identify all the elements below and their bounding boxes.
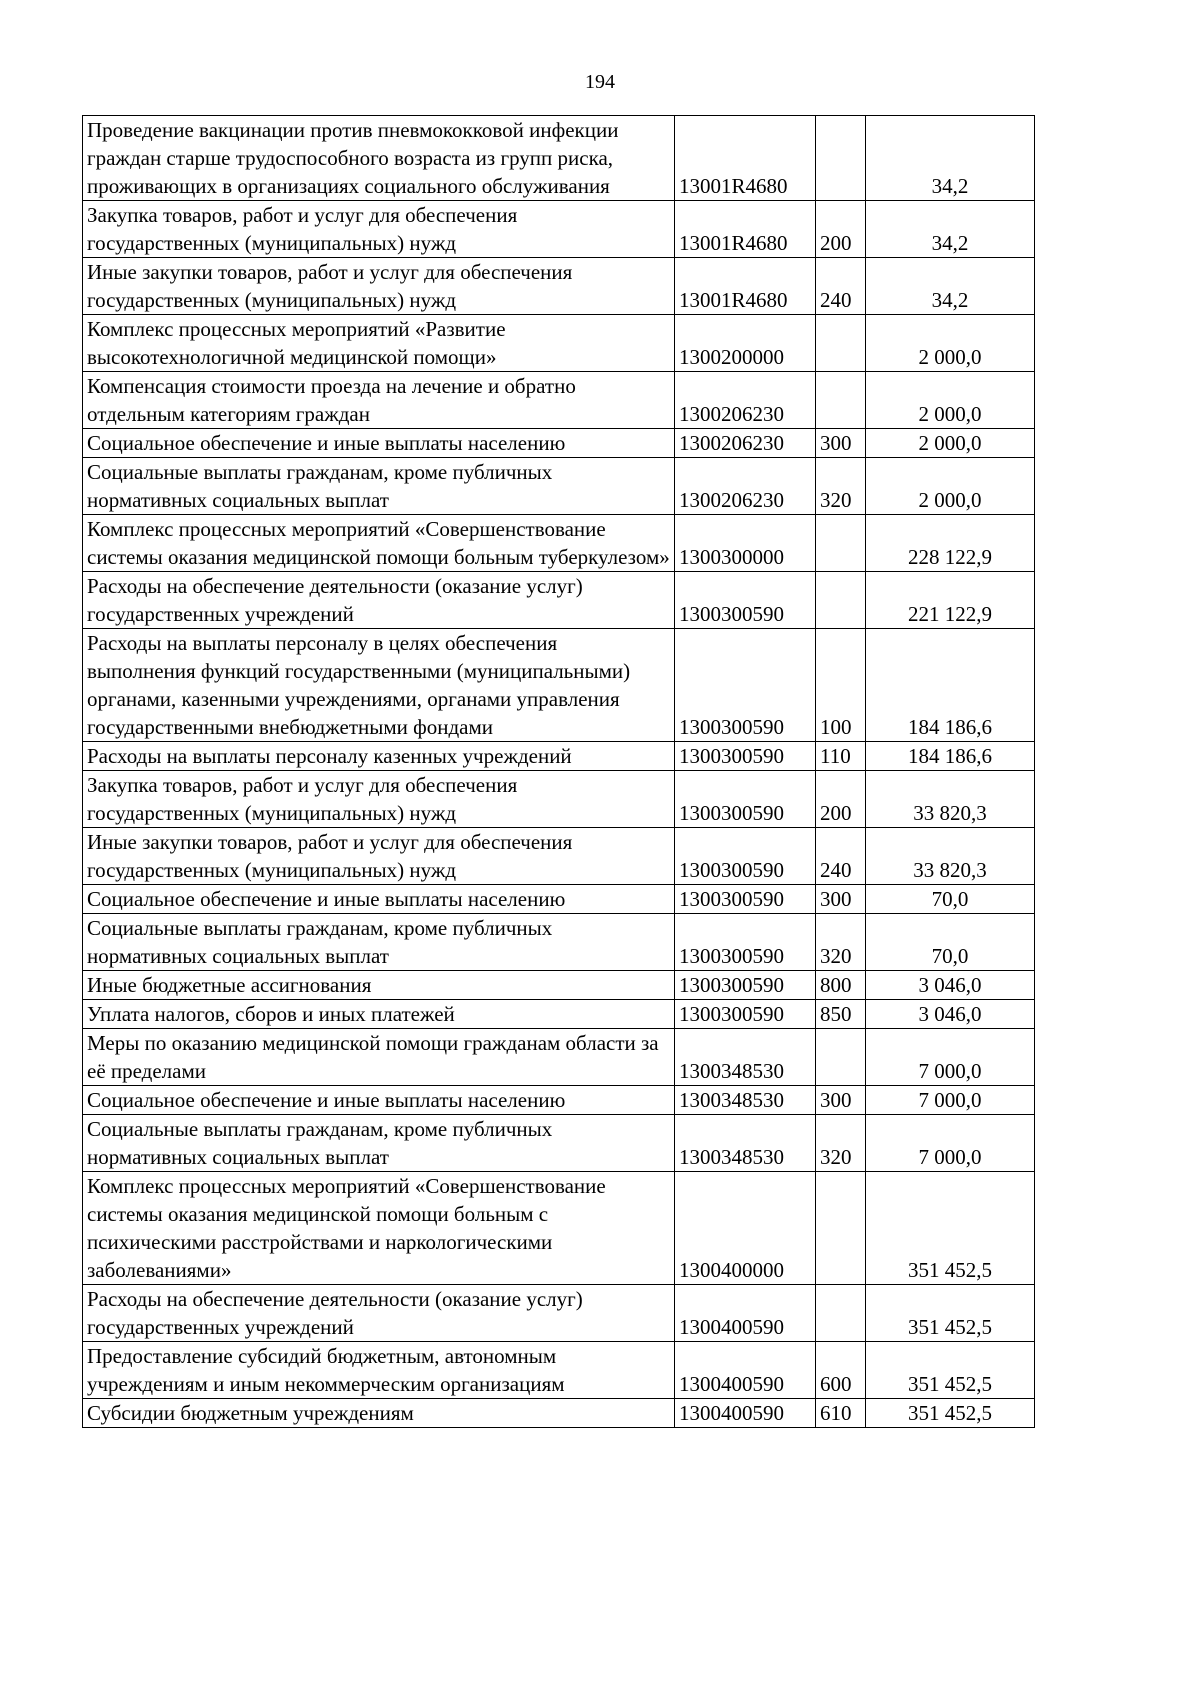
row-name-cell: Расходы на выплаты персоналу казенных учреждений — [83, 742, 675, 771]
table-row — [83, 258, 1035, 315]
row-code-cell: 1300200000 — [675, 315, 816, 372]
table-row — [83, 1285, 1035, 1342]
row-expense-type-cell — [816, 572, 866, 629]
table-row — [83, 201, 1035, 258]
row-code-cell: 1300348530 — [675, 1086, 816, 1115]
row-expense-type-cell — [816, 515, 866, 572]
row-amount-cell: 3 046,0 — [866, 1000, 1035, 1029]
row-code-cell: 1300300590 — [675, 1000, 816, 1029]
table-row — [83, 971, 1035, 1000]
row-name-cell: Меры по оказанию медицинской помощи гражданам области за её пределами — [83, 1029, 675, 1086]
row-amount-cell: 33 820,3 — [866, 828, 1035, 885]
row-expense-type-cell: 320 — [816, 1115, 866, 1172]
row-expense-type-cell: 240 — [816, 828, 866, 885]
budget-table-body — [83, 116, 1035, 1428]
table-row — [83, 315, 1035, 372]
row-expense-type-cell: 850 — [816, 1000, 866, 1029]
row-name-cell: Иные закупки товаров, работ и услуг для обеспечения государственных (муниципальных) нужд — [83, 258, 675, 315]
row-expense-type-cell: 100 — [816, 629, 866, 742]
row-amount-cell: 34,2 — [866, 201, 1035, 258]
row-code-cell: 1300300000 — [675, 515, 816, 572]
table-row — [83, 1029, 1035, 1086]
row-name-cell: Проведение вакцинации против пневмококковой инфекции граждан старше трудоспособного возраста из групп риска, проживающих в организациях социального обслуживания — [83, 116, 675, 201]
page-number: 194 — [585, 71, 615, 93]
table-row — [83, 629, 1035, 742]
row-name-cell: Комплекс процессных мероприятий «Совершенствование системы оказания медицинской помощи больным туберкулезом» — [83, 515, 675, 572]
row-expense-type-cell: 300 — [816, 885, 866, 914]
row-name-cell: Социальные выплаты гражданам, кроме публичных нормативных социальных выплат — [83, 1115, 675, 1172]
table-row — [83, 572, 1035, 629]
row-code-cell: 13001R4680 — [675, 258, 816, 315]
row-amount-cell: 34,2 — [866, 116, 1035, 201]
row-expense-type-cell: 200 — [816, 201, 866, 258]
row-expense-type-cell — [816, 315, 866, 372]
table-row — [83, 828, 1035, 885]
row-code-cell: 1300300590 — [675, 828, 816, 885]
row-name-cell: Комплекс процессных мероприятий «Развитие высокотехнологичной медицинской помощи» — [83, 315, 675, 372]
row-expense-type-cell: 800 — [816, 971, 866, 1000]
row-expense-type-cell: 610 — [816, 1399, 866, 1428]
row-expense-type-cell: 300 — [816, 429, 866, 458]
row-amount-cell: 33 820,3 — [866, 771, 1035, 828]
row-name-cell: Иные бюджетные ассигнования — [83, 971, 675, 1000]
row-expense-type-cell — [816, 1029, 866, 1086]
row-amount-cell: 184 186,6 — [866, 742, 1035, 771]
row-expense-type-cell — [816, 1172, 866, 1285]
row-code-cell: 1300400000 — [675, 1172, 816, 1285]
row-code-cell: 13001R4680 — [675, 116, 816, 201]
row-code-cell: 1300300590 — [675, 885, 816, 914]
table-row — [83, 1399, 1035, 1428]
table-row — [83, 116, 1035, 201]
row-name-cell: Расходы на обеспечение деятельности (оказание услуг) государственных учреждений — [83, 1285, 675, 1342]
row-amount-cell: 351 452,5 — [866, 1172, 1035, 1285]
budget-table — [82, 115, 1035, 1428]
table-row — [83, 1342, 1035, 1399]
row-expense-type-cell: 240 — [816, 258, 866, 315]
row-amount-cell: 7 000,0 — [866, 1029, 1035, 1086]
row-code-cell: 1300400590 — [675, 1342, 816, 1399]
table-row — [83, 1115, 1035, 1172]
row-code-cell: 1300348530 — [675, 1115, 816, 1172]
row-amount-cell: 184 186,6 — [866, 629, 1035, 742]
row-code-cell: 1300400590 — [675, 1399, 816, 1428]
row-name-cell: Закупка товаров, работ и услуг для обеспечения государственных (муниципальных) нужд — [83, 771, 675, 828]
row-code-cell: 1300206230 — [675, 429, 816, 458]
row-amount-cell: 351 452,5 — [866, 1285, 1035, 1342]
row-name-cell: Социальное обеспечение и иные выплаты населению — [83, 885, 675, 914]
row-name-cell: Расходы на выплаты персоналу в целях обеспечения выполнения функций государственными (муниципальными) органами, казенными учреждениями, органами управления государственными внебюджетными фондами — [83, 629, 675, 742]
row-expense-type-cell — [816, 116, 866, 201]
row-name-cell: Компенсация стоимости проезда на лечение и обратно отдельным категориям граждан — [83, 372, 675, 429]
table-row — [83, 429, 1035, 458]
row-name-cell: Предоставление субсидий бюджетным, автономным учреждениям и иным некоммерческим организациям — [83, 1342, 675, 1399]
row-code-cell: 1300300590 — [675, 572, 816, 629]
row-name-cell: Социальные выплаты гражданам, кроме публичных нормативных социальных выплат — [83, 914, 675, 971]
row-code-cell: 1300300590 — [675, 914, 816, 971]
table-row — [83, 458, 1035, 515]
row-amount-cell: 221 122,9 — [866, 572, 1035, 629]
row-expense-type-cell: 320 — [816, 914, 866, 971]
row-expense-type-cell: 300 — [816, 1086, 866, 1115]
row-name-cell: Иные закупки товаров, работ и услуг для обеспечения государственных (муниципальных) нужд — [83, 828, 675, 885]
table-row — [83, 372, 1035, 429]
row-expense-type-cell — [816, 1285, 866, 1342]
table-row — [83, 1086, 1035, 1115]
row-expense-type-cell: 110 — [816, 742, 866, 771]
row-amount-cell: 351 452,5 — [866, 1399, 1035, 1428]
row-name-cell: Расходы на обеспечение деятельности (оказание услуг) государственных учреждений — [83, 572, 675, 629]
row-amount-cell: 34,2 — [866, 258, 1035, 315]
row-name-cell: Закупка товаров, работ и услуг для обеспечения государственных (муниципальных) нужд — [83, 201, 675, 258]
row-amount-cell: 7 000,0 — [866, 1115, 1035, 1172]
row-name-cell: Субсидии бюджетным учреждениям — [83, 1399, 675, 1428]
row-code-cell: 1300300590 — [675, 771, 816, 828]
table-row — [83, 515, 1035, 572]
row-amount-cell: 2 000,0 — [866, 429, 1035, 458]
row-code-cell: 1300300590 — [675, 629, 816, 742]
table-row — [83, 1000, 1035, 1029]
row-amount-cell: 2 000,0 — [866, 458, 1035, 515]
row-amount-cell: 70,0 — [866, 914, 1035, 971]
row-amount-cell: 351 452,5 — [866, 1342, 1035, 1399]
row-amount-cell: 2 000,0 — [866, 315, 1035, 372]
row-amount-cell: 3 046,0 — [866, 971, 1035, 1000]
row-code-cell: 1300206230 — [675, 458, 816, 515]
row-expense-type-cell: 200 — [816, 771, 866, 828]
row-code-cell: 1300300590 — [675, 971, 816, 1000]
row-code-cell: 1300348530 — [675, 1029, 816, 1086]
row-code-cell: 1300206230 — [675, 372, 816, 429]
row-code-cell: 13001R4680 — [675, 201, 816, 258]
row-name-cell: Социальные выплаты гражданам, кроме публичных нормативных социальных выплат — [83, 458, 675, 515]
row-name-cell: Социальное обеспечение и иные выплаты населению — [83, 1086, 675, 1115]
table-row — [83, 742, 1035, 771]
row-amount-cell: 228 122,9 — [866, 515, 1035, 572]
row-name-cell: Социальное обеспечение и иные выплаты населению — [83, 429, 675, 458]
row-amount-cell: 7 000,0 — [866, 1086, 1035, 1115]
table-row — [83, 914, 1035, 971]
row-code-cell: 1300400590 — [675, 1285, 816, 1342]
row-expense-type-cell: 600 — [816, 1342, 866, 1399]
row-amount-cell: 70,0 — [866, 885, 1035, 914]
table-row — [83, 885, 1035, 914]
row-name-cell: Комплекс процессных мероприятий «Совершенствование системы оказания медицинской помощи больным с психическими расстройствами и наркологическими заболеваниями» — [83, 1172, 675, 1285]
row-expense-type-cell: 320 — [816, 458, 866, 515]
row-code-cell: 1300300590 — [675, 742, 816, 771]
row-expense-type-cell — [816, 372, 866, 429]
row-name-cell: Уплата налогов, сборов и иных платежей — [83, 1000, 675, 1029]
row-amount-cell: 2 000,0 — [866, 372, 1035, 429]
table-row — [83, 1172, 1035, 1285]
table-row — [83, 771, 1035, 828]
